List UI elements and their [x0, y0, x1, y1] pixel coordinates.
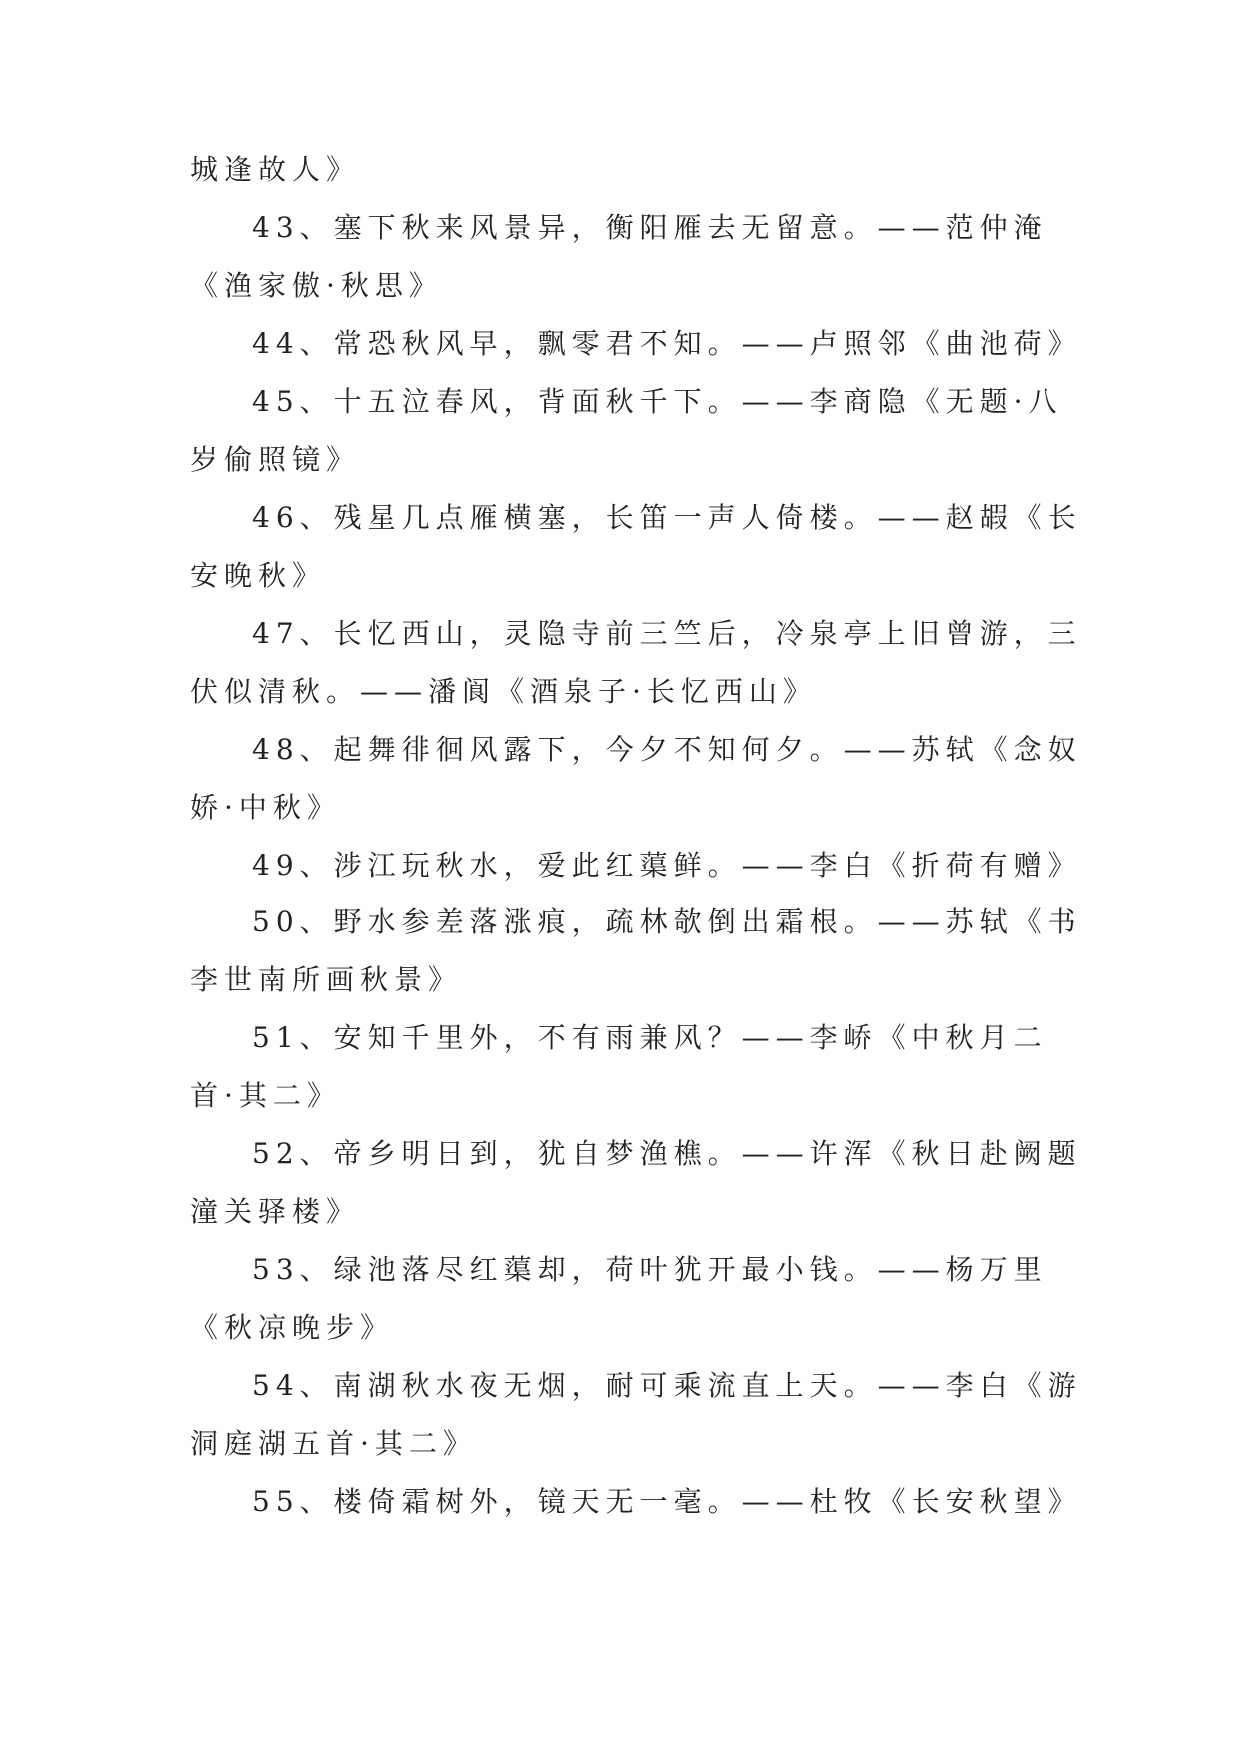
text-line: 43、塞下秋来风景异，衡阳雁去无留意。——范仲淹 [252, 211, 1048, 244]
text-line: 李世南所画秋景》 [190, 963, 463, 996]
text-line: 55、楼倚霜树外，镜天无一毫。——杜牧《长安秋望》 [252, 1485, 1082, 1518]
text-line: 47、长忆西山，灵隐寺前三竺后，冷泉亭上旧曾游，三 [252, 617, 1082, 650]
text-line: 洞庭湖五首·其二》 [190, 1427, 477, 1460]
text-line: 《秋凉晚步》 [190, 1311, 395, 1344]
text-line: 48、起舞徘徊风露下，今夕不知何夕。——苏轼《念奴 [252, 733, 1082, 766]
text-line: 伏似清秋。——潘阆《酒泉子·长忆西山》 [190, 675, 817, 708]
text-line: 安晚秋》 [190, 559, 327, 592]
text-line: 娇·中秋》 [190, 791, 341, 824]
text-line: 潼关驿楼》 [190, 1195, 361, 1228]
text-line: 52、帝乡明日到，犹自梦渔樵。——许浑《秋日赴阙题 [252, 1137, 1082, 1170]
poem-quote-list [190, 153, 1082, 1544]
text-line: 44、常恐秋风早，飘零君不知。——卢照邻《曲池荷》 [252, 327, 1082, 360]
text-line: 45、十五泣春风，背面秋千下。——李商隐《无题·八 [252, 385, 1063, 418]
text-line: 城逢故人》 [190, 153, 361, 186]
text-line: 《渔家傲·秋思》 [190, 269, 443, 302]
text-line: 50、野水参差落涨痕，疏林欹倒出霜根。——苏轼《书 [252, 905, 1082, 938]
text-line: 首·其二》 [190, 1079, 341, 1112]
text-line: 岁偷照镜》 [190, 443, 361, 476]
text-line: 53、绿池落尽红蕖却，荷叶犹开最小钱。——杨万里 [252, 1253, 1048, 1286]
text-line: 51、安知千里外，不有雨兼风？——李峤《中秋月二 [252, 1021, 1048, 1054]
text-line: 54、南湖秋水夜无烟，耐可乘流直上天。——李白《游 [252, 1369, 1082, 1402]
text-line: 49、涉江玩秋水，爱此红蕖鲜。——李白《折荷有赠》 [252, 849, 1082, 882]
text-line: 46、残星几点雁横塞，长笛一声人倚楼。——赵嘏《长 [252, 501, 1082, 534]
